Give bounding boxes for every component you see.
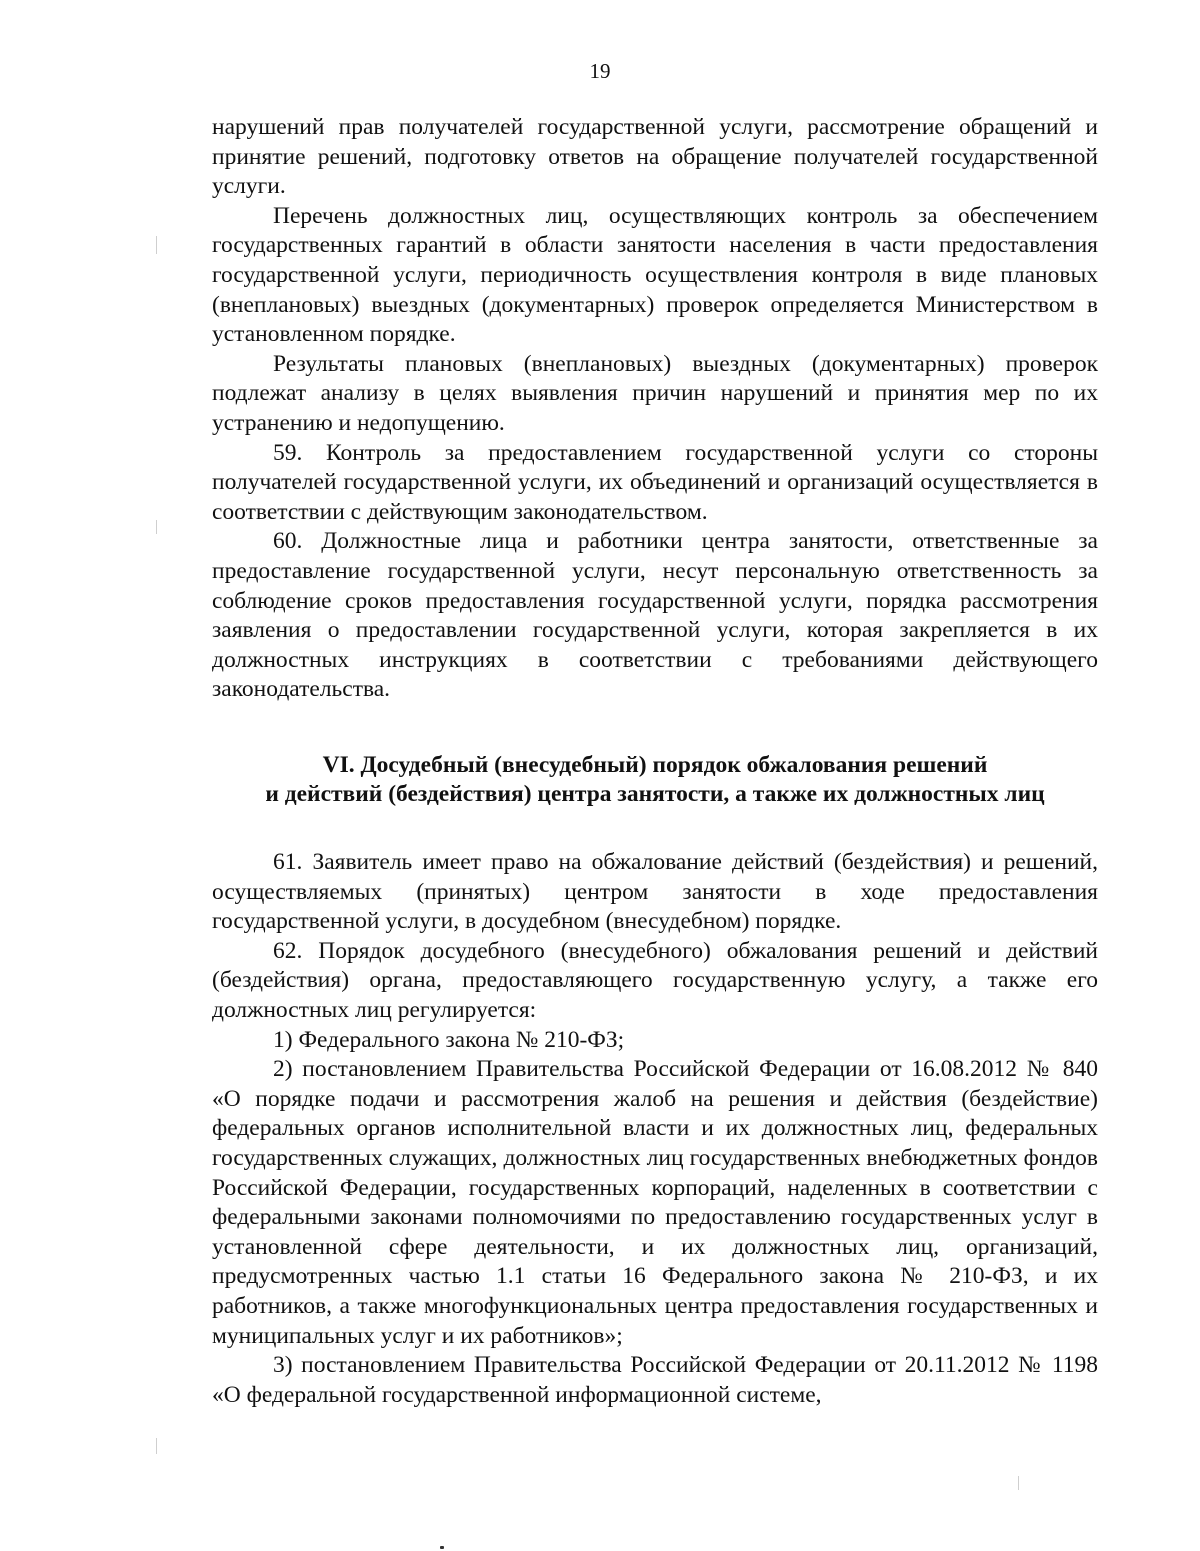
page-number: 19 [589,59,611,83]
document-body [212,113,1098,1410]
right-margin-mark [1018,1476,1019,1490]
paragraph-results: Результаты плановых (внеплановых) выездных (документарных) проверок подлежат анализу в целях выявления причин нарушений и принятия мер по их устранению и недопущению. [212,350,1098,436]
left-margin-mark [156,520,157,534]
paragraph-officials-list: Перечень должностных лиц, осуществляющих контроль за обеспечением государственных гарантий в области занятости населения в части предоставления государственной услуги, периодичность осуществления контроля в виде плановых (внеплановых) выездных (документарных) проверок определяется Министерством в установленном порядке. [212,202,1098,348]
paragraph-62-2: 2) постановлением Правительства Российской Федерации от 16.08.2012 № 840 «О порядке подачи и рассмотрения жалоб на решения и действия (бездействие) федеральных органов исполнительной власти и их должностных лиц, федеральных государственных служащих, должностных лиц государственных внебюджетных фондов Российской Федерации, государственных корпораций, наделенных в соответствии с федеральными законами полномочиями по предоставлению государственных услуг в установленной сфере деятельности, и их должностных лиц, организаций, предусмотренных частью 1.1 статьи 16 Федерального закона № 210-ФЗ, и их работников, а также многофункциональных центра предоставления государственных и муниципальных услуг и их работников»; [212,1056,1098,1349]
paragraph-group-top [212,113,1098,705]
paragraph-62: 62. Порядок досудебного (внесудебного) обжалования решений и действий (бездействия) органа, предоставляющего государственную услугу, а также его должностных лиц регулируется: [212,937,1098,1024]
paragraph-60: 60. Должностные лица и работники центра занятости, ответственные за предоставление государственной услуги, несут персональную ответственность за соблюдение сроков предоставления государственной услуги, порядка рассмотрения заявления о предоставлении государственной услуги, которая закрепляется в их должностных инструкциях в соответствии с требованиями действующего законодательства. [212,528,1098,703]
paragraph-61: 61. Заявитель имеет право на обжалование действий (бездействия) и решений, осуществляемых (принятых) центром занятости в ходе предоставления государственной услуги, в досудебном (внесудебном) порядке. [212,849,1098,935]
left-margin-mark [156,1438,157,1454]
section-heading-line-2: и действий (бездействия) центра занятости, а также их должностных лиц [265,781,1045,808]
left-margin-mark [156,236,157,254]
paragraph-continuation: нарушений прав получателей государственной услуги, рассмотрение обращений и принятие решений, подготовку ответов на обращение получателей государственной услуги. [212,114,1098,200]
paragraph-62-1: 1) Федерального закона № 210-ФЗ; [273,1026,625,1053]
paragraph-group-bottom [212,848,1098,1410]
section-heading-line-1: VI. Досудебный (внесудебный) порядок обжалования решений [322,751,988,778]
paragraph-62-3: 3) постановлением Правительства Российской Федерации от 20.11.2012 № 1198 «О федеральной государственной информационной системе, [212,1352,1098,1408]
section-heading [212,751,1098,810]
scan-speck [440,1546,444,1549]
paragraph-59: 59. Контроль за предоставлением государственной услуги со стороны получателей государственной услуги, их объединений и организаций осуществляется в соответствии с действующим законодательством. [212,439,1098,525]
